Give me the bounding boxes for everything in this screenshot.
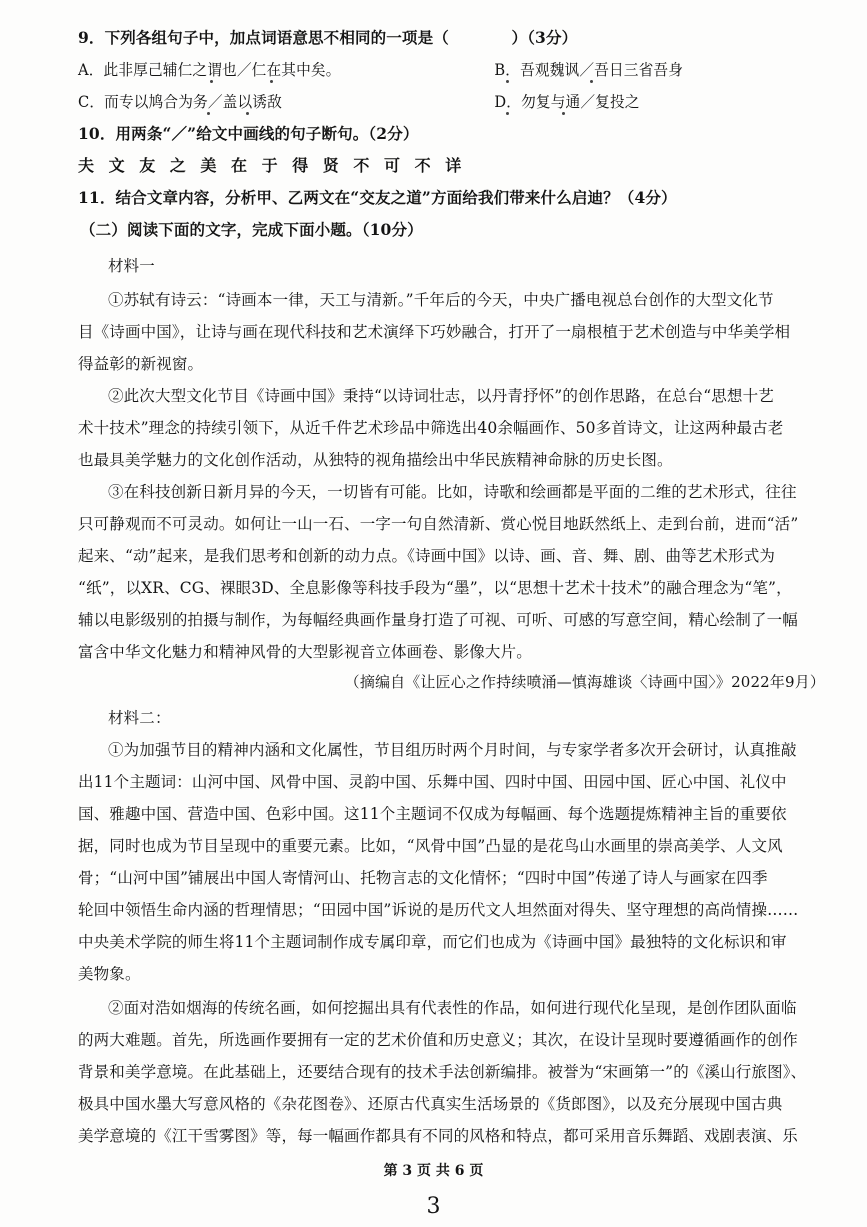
material1-line: ③在科技创新日新月异的今天，一切皆有可能。比如，诗歌和绘画都是平面的二维的艺术形式，往往 <box>108 483 797 501</box>
material1-line: 也最具美学魅力的文化创作活动，从独特的视角描绘出中华民族精神命脉的历史长图。 <box>78 451 673 469</box>
material2-line: 据，同时也成为节目呈现中的重要元素。比如，“风骨中国”凸显的是花鸟山水画里的崇高美学、人文风 <box>78 837 783 855</box>
q9-options-row2 <box>78 92 835 112</box>
page-footer: 第 3 页 共 6 页 <box>383 1163 484 1179</box>
material2-line: 轮回中领悟生命内涵的哲理情思；“田园中国”诉说的是历代文人坦然面对得失、坚守理想的高尚情操…… <box>78 901 799 919</box>
q9-option-b: B．吾观魏讽／吾日三省吾身 <box>494 61 684 79</box>
material2-line: 极具中国水墨大写意风格的《杂花图卷》、还原古代真实生活场景的《货郎图》，以及充分展现中国古典 <box>78 1095 783 1113</box>
emphasis-dot <box>506 112 509 115</box>
material1-label: 材料一 <box>108 257 155 275</box>
material2-line: 的两大难题。首先，所选画作要拥有一定的艺术价值和历史意义；其次，在设计呈现时要遵循画作的创作 <box>78 1031 798 1049</box>
q9-stem: 9．下列各组句子中，加点词语意思不相同的一项是（ ）（3分） <box>78 28 578 47</box>
page-number: 3 <box>426 1194 441 1219</box>
q11-stem: 11．结合文章内容，分析甲、乙两文在“交友之道”方面给我们带来什么启迪？（4分） <box>78 188 677 207</box>
material1-line: 目《诗画中国》，让诗与画在现代科技和艺术演绎下巧妙融合，打开了一扇根植于艺术创造与中华美学相 <box>78 323 791 341</box>
material2-line: 美物象。 <box>78 965 141 983</box>
material2-line: 背景和美学意境。在此基础上，还要结合现有的技术手法创新编排。被誉为“宋画第一”的《溪山行旅图》、 <box>78 1063 807 1081</box>
q9-options-row1 <box>78 60 835 80</box>
material2-line: 出11个主题词：山河中国、风骨中国、灵韵中国、乐舞中国、四时中国、田园中国、匠心中国、礼仪中 <box>78 773 787 791</box>
material1-line: 辅以电影级别的拍摄与制作，为每幅经典画作量身打造了可视、可听、可感的写意空间，精心绘制了一幅 <box>78 611 798 629</box>
emphasis-dot <box>562 112 565 115</box>
material1-line: “纸”，以XR、CG、裸眼3D、全息影像等科技手段为“墨”，以“思想十艺术十技术”的融合理念为“笔”， <box>78 579 792 597</box>
material2-line: ②面对浩如烟海的传统名画，如何挖掘出具有代表性的作品，如何进行现代化呈现，是创作团队面临 <box>108 999 797 1017</box>
section2-heading: （二）阅读下面的文字，完成下面小题。（10分） <box>80 220 423 239</box>
q9-option-d: D．勿复与通／复投之 <box>494 93 640 111</box>
material2-line: 美学意境的《江干雪雾图》等，每一幅画作都具有不同的风格和特点，都可采用音乐舞蹈、戏剧表演、乐 <box>78 1127 798 1145</box>
material1-line: 起来、“动”起来，是我们思考和创新的动力点。《诗画中国》以诗、画、音、舞、剧、曲等艺术形式为 <box>78 547 776 565</box>
q9-option-c: C．而专以鸠合为务／盖以诱敌 <box>78 93 282 111</box>
material2-line: 骨；“山河中国”铺展出中国人寄情河山、托物言志的文化情怀；“四时中国”传递了诗人与画家在四季 <box>78 869 768 887</box>
material1-line: ①苏轼有诗云：“诗画本一律，天工与清新。”千年后的今天，中央广播电视总台创作的大型文化节 <box>108 291 774 309</box>
material2-line: 中央美术学院的师生将11个主题词制作成专属印章，而它们也成为《诗画中国》最独特的文化标识和审 <box>78 933 787 951</box>
material1-line: 术十技术”理念的持续引领下，从近千件艺术珍品中筛选出40余幅画作、50多首诗文，让这两种最古老 <box>78 419 784 437</box>
material2-label: 材料二： <box>108 709 171 727</box>
material1-line: 只可静观而不可灵动。如何让一山一石、一字一句自然清新、赏心悦目地跃然纸上、走到台前，进而“活” <box>78 515 799 533</box>
q10-stem: 10．用两条“／”给文中画线的句子断句。（2分） <box>78 124 419 143</box>
emphasis-dot <box>270 80 273 83</box>
material1-source: （摘编自《让匠心之作持续喷涌—慎海雄谈〈诗画中国〉》2022年9月） <box>344 673 825 691</box>
emphasis-dot <box>590 80 593 83</box>
q9-option-a: A．此非厚己辅仁之谓也／仁在其中矣。 <box>78 61 341 79</box>
emphasis-dot <box>506 80 509 83</box>
material2-line: ①为加强节目的精神内涵和文化属性，节目组历时两个月时间，与专家学者多次开会研讨，认真推敲 <box>108 741 797 759</box>
material1-line: 富含中华文化魅力和精神风骨的大型影视音立体画卷、影像大片。 <box>78 643 532 661</box>
emphasis-dot <box>207 112 210 115</box>
material1-line: ②此次大型文化节目《诗画中国》秉持“以诗词壮志，以丹青抒怀”的创作思路，在总台“思想十艺 <box>108 387 774 405</box>
emphasis-dot <box>246 112 249 115</box>
q10-sentence: 夫文友之美在于得贤不可不详 <box>78 156 476 175</box>
material2-line: 国、雅趣中国、营造中国、色彩中国。这11个主题词不仅成为每幅画、每个选题提炼精神主旨的重要依 <box>78 805 787 823</box>
emphasis-dot <box>210 80 213 83</box>
material1-line: 得益彰的新视窗。 <box>78 355 204 373</box>
